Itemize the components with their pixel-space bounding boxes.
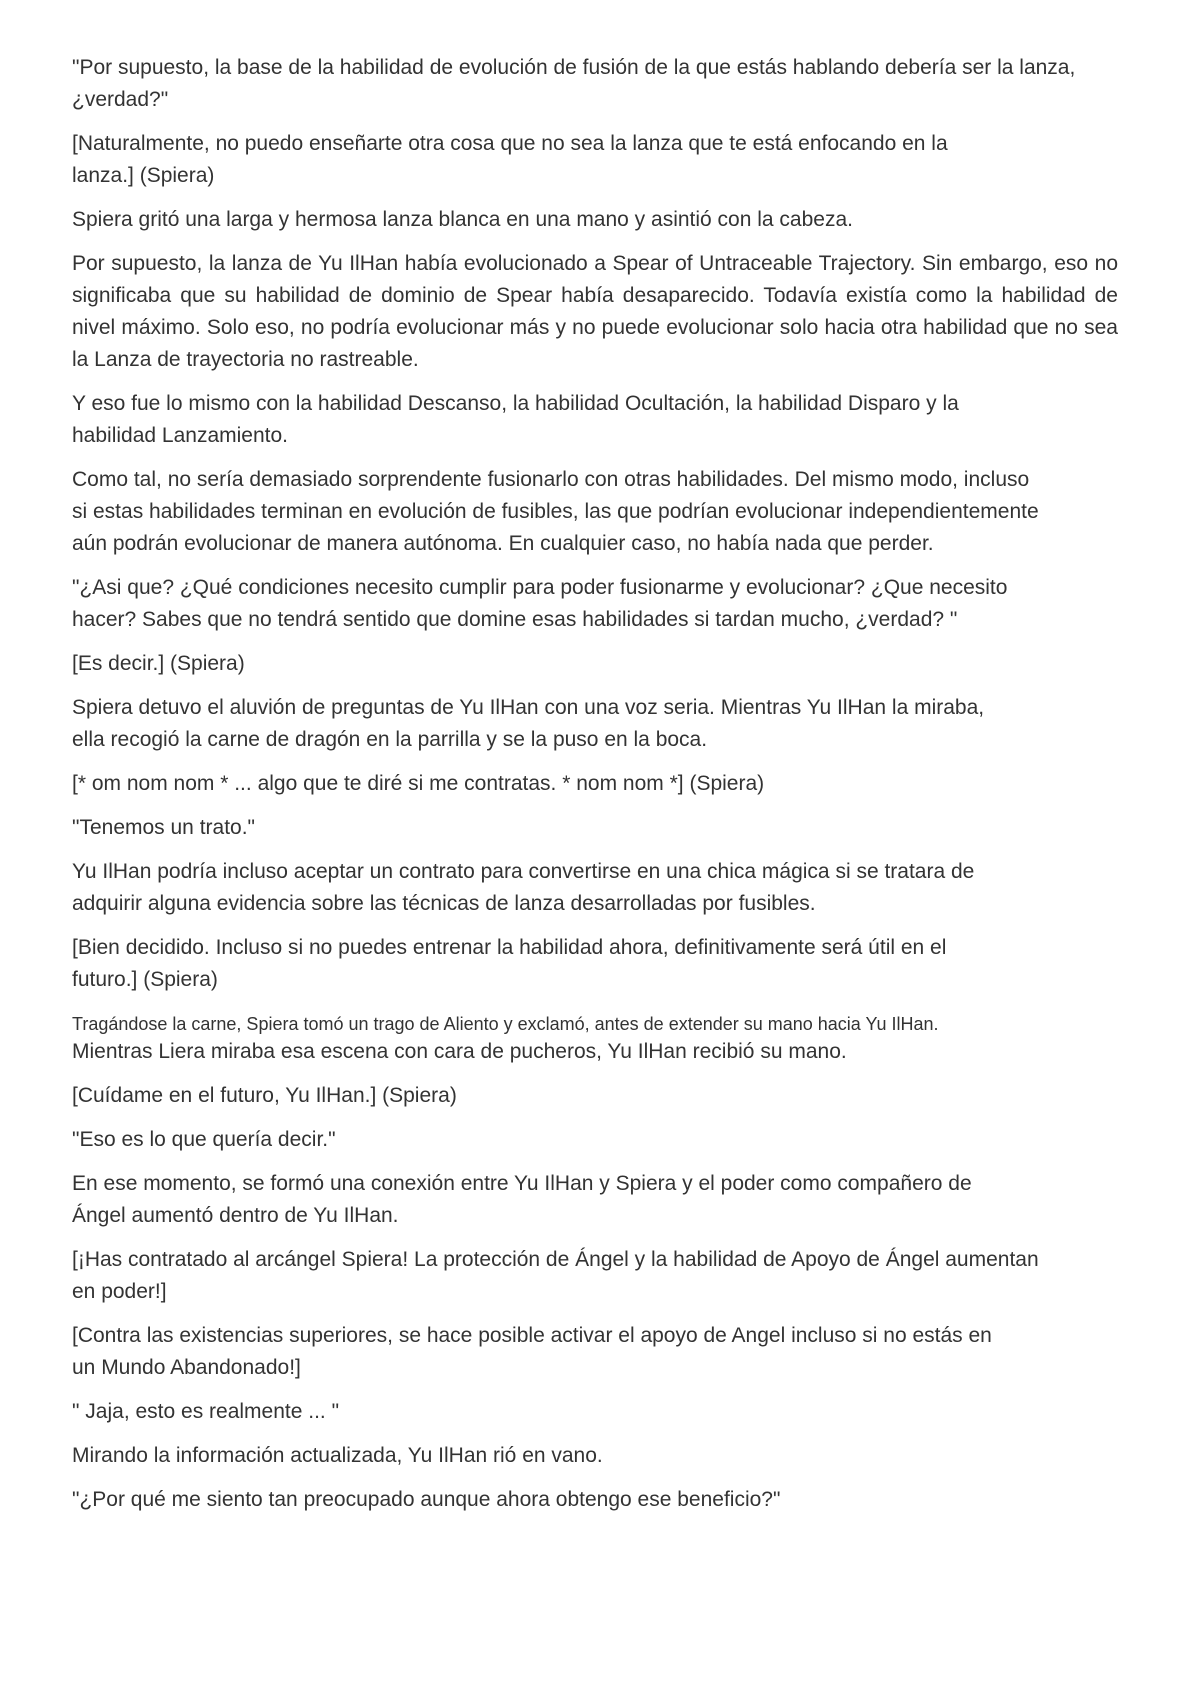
paragraph-11: "Tenemos un trato." (72, 816, 256, 839)
paragraph-13: [Bien decidido. Incluso si no puedes entrenar la habilidad ahora, definitivamente será útil en el futuro.] (Spiera) (72, 936, 947, 991)
paragraph-9: Spiera detuvo el aluvión de preguntas de Yu IlHan con una voz seria. Mientras Yu IlHan la miraba, ella recogió la carne de dragón en la parrilla y se la puso en la boca. (72, 696, 985, 751)
paragraph-19: [¡Has contratado al arcángel Spiera! La protección de Ángel y la habilidad de Apoyo de Ángel aumentan en poder!] (72, 1248, 1039, 1303)
paragraph-17: "Eso es lo que quería decir." (72, 1128, 336, 1151)
paragraph-14: Tragándose la carne, Spiera tomó un trago de Aliento y exclamó, antes de extender su mano hacia Yu IlHan. (72, 1014, 939, 1034)
paragraph-5: Y eso fue lo mismo con la habilidad Descanso, la habilidad Ocultación, la habilidad Disparo y la habilidad Lanzamiento. (72, 392, 959, 447)
paragraph-3: Spiera gritó una larga y hermosa lanza blanca en una mano y asintió con la cabeza. (72, 208, 853, 231)
paragraph-8: [Es decir.] (Spiera) (72, 652, 245, 675)
paragraph-1: "Por supuesto, la base de la habilidad de evolución de fusión de la que estás hablando debería ser la lanza, ¿verdad?" (72, 56, 1076, 111)
paragraph-22: Mirando la información actualizada, Yu IlHan rió en vano. (72, 1444, 603, 1467)
paragraph-23: "¿Por qué me siento tan preocupado aunque ahora obtengo ese beneficio?" (72, 1488, 781, 1511)
paragraph-4: Por supuesto, la lanza de Yu IlHan había evolucionado a Spear of Untraceable Trajectory. Sin embargo, eso no significaba que su habilidad de dominio de Spear había desaparecido. Todavía existía como la habilidad de nivel máximo. Solo eso, no podría evolucionar más y no puede evolucionar solo hacia otra habilidad que no sea la Lanza de trayectoria no rastreable. (72, 252, 1118, 371)
paragraph-20: [Contra las existencias superiores, se hace posible activar el apoyo de Angel incluso si no estás en un Mundo Abandonado!] (72, 1324, 992, 1379)
paragraph-10: [* om nom nom * ... algo que te diré si me contratas. * nom nom *] (Spiera) (72, 772, 765, 795)
paragraph-6: Como tal, no sería demasiado sorprendente fusionarlo con otras habilidades. Del mismo modo, incluso si estas habilidades terminan en evolución de fusibles, las que podrían evolucionar independientemente aún podrán evolucionar de manera autónoma. En cualquier caso, no había nada que perder. (72, 468, 1039, 555)
paragraph-12: Yu IlHan podría incluso aceptar un contrato para convertirse en una chica mágica si se tratara de adquirir alguna evidencia sobre las técnicas de lanza desarrolladas por fusibles. (72, 860, 975, 915)
paragraph-16: [Cuídame en el futuro, Yu IlHan.] (Spiera) (72, 1084, 457, 1107)
paragraph-21: " Jaja, esto es realmente ... " (72, 1400, 340, 1423)
document-page (72, 52, 1118, 1528)
paragraph-2: [Naturalmente, no puedo enseñarte otra cosa que no sea la lanza que te está enfocando en la lanza.] (Spiera) (72, 132, 948, 187)
paragraph-7: "¿Asi que? ¿Qué condiciones necesito cumplir para poder fusionarme y evolucionar? ¿Que necesito hacer? Sabes que no tendrá sentido que domine esas habilidades si tardan mucho, ¿verdad? " (72, 576, 1008, 631)
paragraph-15: Mientras Liera miraba esa escena con cara de pucheros, Yu IlHan recibió su mano. (72, 1040, 847, 1063)
paragraph-18: En ese momento, se formó una conexión entre Yu IlHan y Spiera y el poder como compañero de Ángel aumentó dentro de Yu IlHan. (72, 1172, 972, 1227)
